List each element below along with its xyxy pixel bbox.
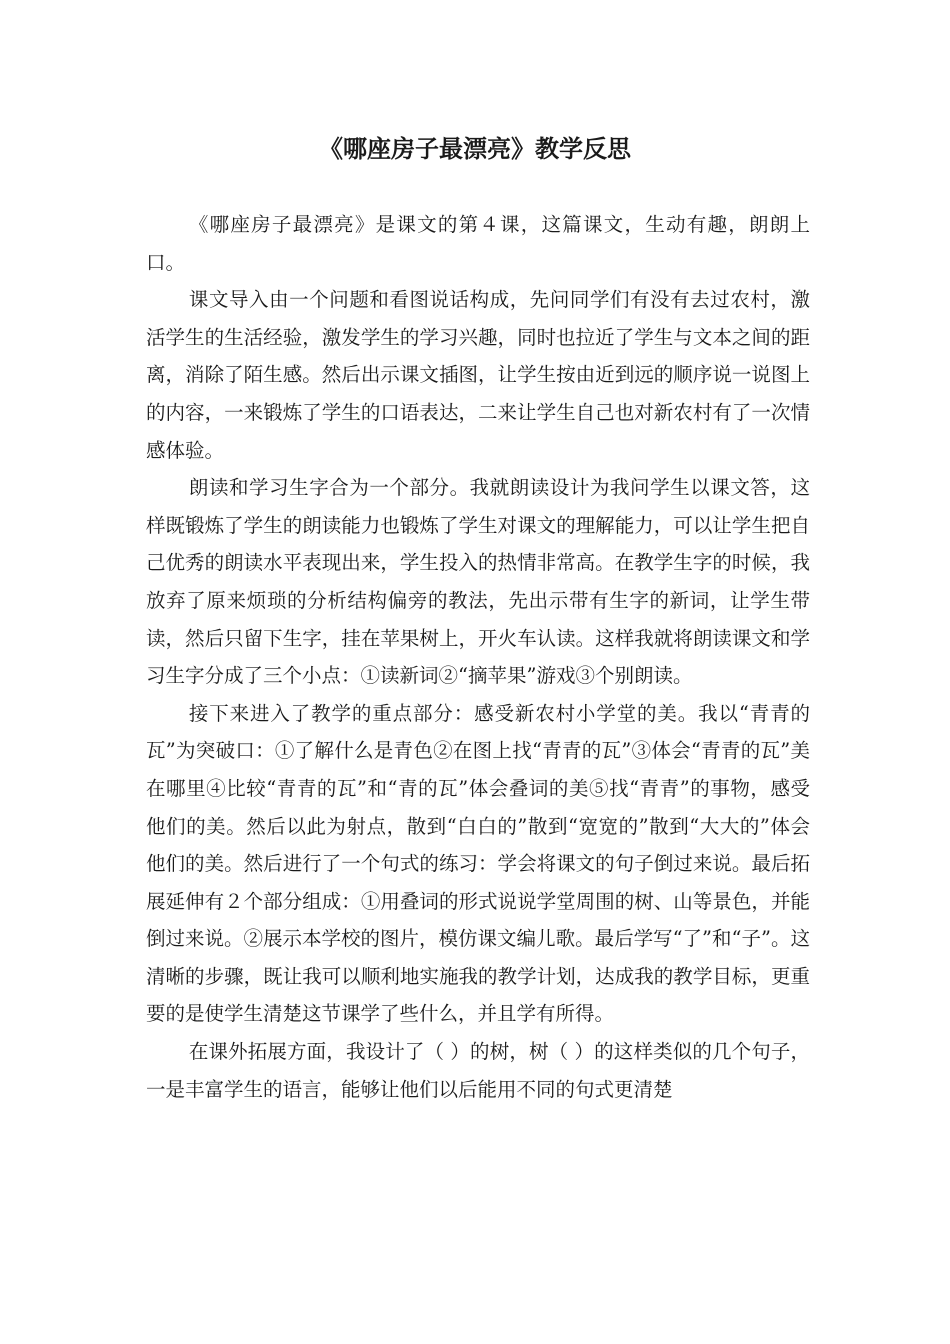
paragraph-intro: 《哪座房子最漂亮》是课文的第４课，这篇课文，生动有趣，朗朗上口。: [146, 213, 810, 274]
paragraph-extension: 在课外拓展方面，我设计了（ ）的树，树（ ）的这样类似的几个句子，一是丰富学生的语言，能够让他们以后能用不同的句式更清楚: [146, 1040, 810, 1101]
document-title: 《哪座房子最漂亮》教学反思: [319, 135, 631, 163]
document-body: [146, 206, 810, 1108]
paragraph-reading-characters: 朗读和学习生字合为一个部分。我就朗读设计为我问学生以课文答，这样既锻炼了学生的朗读能力也锻炼了学生对课文的理解能力，可以让学生把自己优秀的朗读水平表现出来，学生投入的热情非常高。在教学生字的时候，我放弃了原来烦琐的分析结构偏旁的教法，先出示带有生字的新词，让学生带读，然后只留下生字，挂在苹果树上，开火车认读。这样我就将朗读课文和学习生字分成了三个小点：①读新词②“摘苹果”游戏③个别朗读。: [146, 476, 810, 688]
paragraph-key-section: 接下来进入了教学的重点部分：感受新农村小学堂的美。我以“青青的瓦”为突破口：①了解什么是青色②在图上找“青青的瓦”③体会“青青的瓦”美在哪里④比较“青青的瓦”和“青的瓦”体会叠词的美⑤找“青青”的事物，感受他们的美。然后以此为射点，散到“白白的”散到“宽宽的”散到“大大的”体会他们的美。然后进行了一个句式的练习：学会将课文的句子倒过来说。最后拓展延伸有２个部分组成：①用叠词的形式说说学堂周围的树、山等景色，并能倒过来说。②展示本学校的图片，模仿课文编儿歌。最后学写“了”和“子”。这清晰的步骤，既让我可以顺利地实施我的教学计划，达成我的教学目标，更重要的是使学生清楚这节课学了些什么，并且学有所得。: [146, 701, 810, 1026]
paragraph-lesson-intro: 课文导入由一个问题和看图说话构成，先问同学们有没有去过农村，激活学生的生活经验，激发学生的学习兴趣，同时也拉近了学生与文本之间的距离，消除了陌生感。然后出示课文插图，让学生按由近到远的顺序说一说图上的内容，一来锻炼了学生的口语表达，二来让学生自己也对新农村有了一次情感体验。: [146, 288, 810, 462]
